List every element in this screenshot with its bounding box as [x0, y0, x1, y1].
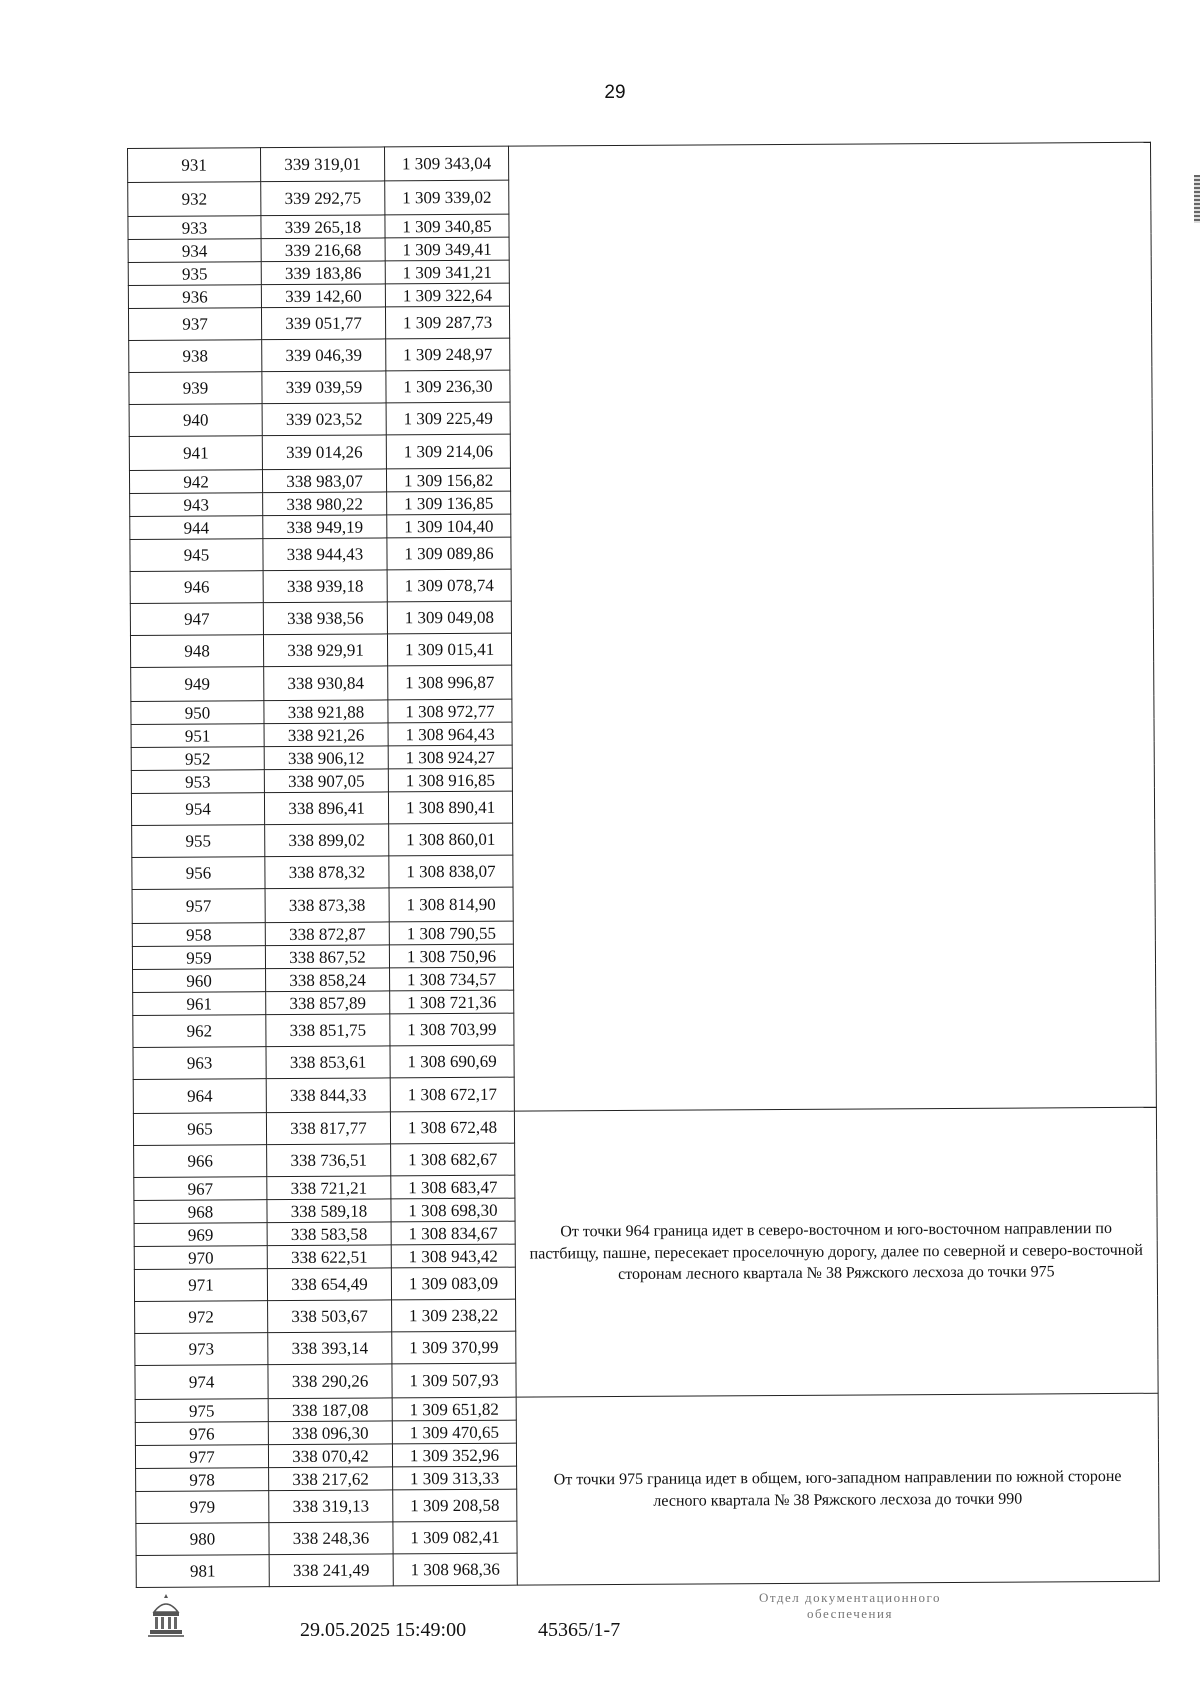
- x-coordinate-cell: 339 039,59: [262, 371, 386, 404]
- point-number-cell: 937: [128, 308, 261, 341]
- y-coordinate-cell: 1 309 208,58: [393, 1489, 517, 1522]
- point-number-cell: 935: [128, 262, 261, 286]
- point-number-cell: 941: [129, 436, 262, 471]
- point-number-cell: 944: [130, 516, 263, 540]
- x-coordinate-cell: 339 023,52: [262, 403, 386, 436]
- y-coordinate-cell: 1 308 860,01: [389, 823, 513, 856]
- x-coordinate-cell: 338 583,58: [267, 1222, 391, 1246]
- y-coordinate-cell: 1 309 248,97: [386, 338, 510, 371]
- point-number-cell: 951: [131, 724, 264, 748]
- point-number-cell: 940: [129, 404, 262, 437]
- y-coordinate-cell: 1 309 049,08: [387, 601, 511, 634]
- y-coordinate-cell: 1 309 236,30: [386, 370, 510, 403]
- point-number-cell: 943: [130, 493, 263, 517]
- coordinates-table: [127, 142, 1160, 1588]
- y-coordinate-cell: 1 309 078,74: [387, 569, 511, 602]
- coordinates-sheet: [127, 142, 1158, 1581]
- point-number-cell: 933: [128, 216, 261, 240]
- point-number-cell: 936: [128, 285, 261, 309]
- point-number-cell: 965: [133, 1113, 266, 1146]
- y-coordinate-cell: 1 309 343,04: [384, 146, 508, 181]
- y-coordinate-cell: 1 309 083,09: [391, 1267, 515, 1300]
- y-coordinate-cell: 1 308 916,85: [388, 768, 512, 792]
- y-coordinate-cell: 1 308 814,90: [389, 887, 513, 922]
- x-coordinate-cell: 338 217,62: [269, 1467, 393, 1491]
- boundary-description-cell: [508, 142, 1156, 1111]
- point-number-cell: 981: [136, 1555, 269, 1588]
- y-coordinate-cell: 1 308 968,36: [393, 1553, 517, 1586]
- footer-datetime: 29.05.2025 15:49:00: [300, 1619, 467, 1641]
- x-coordinate-cell: 339 014,26: [262, 435, 386, 470]
- point-number-cell: 978: [136, 1468, 269, 1492]
- footer-document-code: 45365/1-7: [538, 1619, 621, 1641]
- boundary-description-cell: От точки 964 граница идет в северо-восточном и юго-восточном направлении по пастбищу, пашне, пересекает проселочную дорогу, далее по северной и северо-восточной сторонам лесного квартала № 38 Ряжского лесхоза до точки 975: [514, 1107, 1158, 1397]
- point-number-cell: 972: [135, 1301, 268, 1334]
- point-number-cell: 979: [136, 1491, 269, 1524]
- point-number-cell: 931: [128, 148, 261, 183]
- y-coordinate-cell: 1 308 838,07: [389, 855, 513, 888]
- point-number-cell: 964: [133, 1079, 266, 1114]
- point-number-cell: 963: [133, 1047, 266, 1080]
- table-row: [135, 1393, 1158, 1422]
- point-number-cell: 977: [135, 1445, 268, 1469]
- point-number-cell: 952: [131, 747, 264, 771]
- emblem-icon: [144, 1590, 188, 1640]
- point-number-cell: 970: [134, 1246, 267, 1270]
- x-coordinate-cell: 338 817,77: [266, 1112, 390, 1145]
- x-coordinate-cell: 338 878,32: [265, 856, 389, 889]
- table-row: [133, 1107, 1156, 1145]
- y-coordinate-cell: 1 309 340,85: [385, 214, 509, 238]
- point-number-cell: 948: [130, 635, 263, 668]
- x-coordinate-cell: 338 867,52: [265, 945, 389, 969]
- x-coordinate-cell: 338 899,02: [265, 824, 389, 857]
- x-coordinate-cell: 338 939,18: [263, 570, 387, 603]
- x-coordinate-cell: 338 949,19: [263, 515, 387, 539]
- x-coordinate-cell: 338 929,91: [263, 634, 387, 667]
- page-number: 29: [604, 82, 626, 103]
- x-coordinate-cell: 339 046,39: [262, 339, 386, 372]
- point-number-cell: 974: [135, 1365, 268, 1400]
- y-coordinate-cell: 1 308 750,96: [389, 944, 513, 968]
- y-coordinate-cell: 1 308 682,67: [391, 1143, 515, 1176]
- y-coordinate-cell: 1 309 341,21: [385, 260, 509, 284]
- x-coordinate-cell: 338 187,08: [268, 1398, 392, 1422]
- y-coordinate-cell: 1 309 651,82: [392, 1397, 516, 1421]
- x-coordinate-cell: 339 051,77: [261, 307, 385, 340]
- y-coordinate-cell: 1 308 943,42: [391, 1244, 515, 1268]
- x-coordinate-cell: 338 858,24: [266, 968, 390, 992]
- point-number-cell: 960: [133, 969, 266, 993]
- y-coordinate-cell: 1 308 790,55: [389, 921, 513, 945]
- point-number-cell: 942: [129, 470, 262, 494]
- x-coordinate-cell: 338 393,14: [268, 1332, 392, 1365]
- point-number-cell: 956: [132, 857, 265, 890]
- y-coordinate-cell: 1 308 964,43: [388, 722, 512, 746]
- point-number-cell: 975: [135, 1399, 268, 1423]
- point-number-cell: 968: [134, 1200, 267, 1224]
- y-coordinate-cell: 1 309 313,33: [393, 1466, 517, 1490]
- point-number-cell: 939: [129, 372, 262, 405]
- point-number-cell: 955: [132, 825, 265, 858]
- x-coordinate-cell: 339 265,18: [261, 215, 385, 239]
- x-coordinate-cell: 338 654,49: [267, 1268, 391, 1301]
- y-coordinate-cell: 1 309 507,93: [392, 1363, 516, 1398]
- x-coordinate-cell: 338 503,67: [268, 1300, 392, 1333]
- point-number-cell: 954: [131, 793, 264, 826]
- point-number-cell: 959: [132, 946, 265, 970]
- y-coordinate-cell: 1 309 082,41: [393, 1521, 517, 1554]
- footer-stamp-line2: обеспечения: [807, 1606, 893, 1622]
- x-coordinate-cell: 339 319,01: [261, 147, 385, 182]
- y-coordinate-cell: 1 308 924,27: [388, 745, 512, 769]
- y-coordinate-cell: 1 309 225,49: [386, 402, 510, 435]
- table-row: [128, 142, 1151, 182]
- x-coordinate-cell: 338 851,75: [266, 1014, 390, 1047]
- y-coordinate-cell: 1 308 834,67: [391, 1221, 515, 1245]
- x-coordinate-cell: 338 907,05: [264, 769, 388, 793]
- x-coordinate-cell: 338 980,22: [263, 492, 387, 516]
- point-number-cell: 961: [133, 992, 266, 1016]
- y-coordinate-cell: 1 308 690,69: [390, 1045, 514, 1078]
- y-coordinate-cell: 1 309 349,41: [385, 237, 509, 261]
- x-coordinate-cell: 338 872,87: [265, 922, 389, 946]
- x-coordinate-cell: 338 930,84: [264, 666, 388, 701]
- y-coordinate-cell: 1 309 470,65: [392, 1420, 516, 1444]
- x-coordinate-cell: 338 896,41: [264, 792, 388, 825]
- x-coordinate-cell: 338 844,33: [266, 1078, 390, 1113]
- point-number-cell: 966: [134, 1145, 267, 1178]
- y-coordinate-cell: 1 309 104,40: [387, 514, 511, 538]
- x-coordinate-cell: 338 290,26: [268, 1364, 392, 1399]
- x-coordinate-cell: 339 183,86: [261, 261, 385, 285]
- x-coordinate-cell: 338 319,13: [269, 1490, 393, 1523]
- point-number-cell: 962: [133, 1015, 266, 1048]
- point-number-cell: 976: [135, 1422, 268, 1446]
- x-coordinate-cell: 338 853,61: [266, 1046, 390, 1079]
- boundary-description-cell: От точки 975 граница идет в общем, юго-западном направлении по южной стороне лесного квартала № 38 Ряжского лесхоза до точки 990: [516, 1393, 1159, 1585]
- point-number-cell: 938: [129, 340, 262, 373]
- point-number-cell: 973: [135, 1333, 268, 1366]
- point-number-cell: 958: [132, 923, 265, 947]
- point-number-cell: 953: [131, 770, 264, 794]
- y-coordinate-cell: 1 308 683,47: [391, 1175, 515, 1199]
- x-coordinate-cell: 339 292,75: [261, 181, 385, 216]
- footer-stamp-line1: Отдел документационного: [759, 1590, 941, 1605]
- y-coordinate-cell: 1 309 156,82: [386, 468, 510, 492]
- y-coordinate-cell: 1 309 136,85: [387, 491, 511, 515]
- x-coordinate-cell: 338 944,43: [263, 538, 387, 571]
- y-coordinate-cell: 1 309 238,22: [392, 1299, 516, 1332]
- y-coordinate-cell: 1 309 339,02: [385, 180, 509, 215]
- x-coordinate-cell: 338 906,12: [264, 746, 388, 770]
- point-number-cell: 950: [131, 701, 264, 725]
- point-number-cell: 957: [132, 889, 265, 924]
- y-coordinate-cell: 1 308 734,57: [390, 967, 514, 991]
- y-coordinate-cell: 1 308 996,87: [388, 665, 512, 700]
- scan-edge-mark: [1194, 175, 1200, 223]
- x-coordinate-cell: 338 622,51: [267, 1245, 391, 1269]
- point-number-cell: 947: [130, 603, 263, 636]
- x-coordinate-cell: 338 873,38: [265, 888, 389, 923]
- point-number-cell: 980: [136, 1523, 269, 1556]
- point-number-cell: 945: [130, 539, 263, 572]
- y-coordinate-cell: 1 308 698,30: [391, 1198, 515, 1222]
- y-coordinate-cell: 1 308 890,41: [388, 791, 512, 824]
- x-coordinate-cell: 338 241,49: [269, 1554, 393, 1587]
- point-number-cell: 969: [134, 1223, 267, 1247]
- point-number-cell: 946: [130, 571, 263, 604]
- x-coordinate-cell: 338 921,26: [264, 723, 388, 747]
- x-coordinate-cell: 338 857,89: [266, 991, 390, 1015]
- y-coordinate-cell: 1 308 703,99: [390, 1013, 514, 1046]
- y-coordinate-cell: 1 308 672,17: [390, 1077, 514, 1112]
- point-number-cell: 932: [128, 182, 261, 217]
- x-coordinate-cell: 338 589,18: [267, 1199, 391, 1223]
- y-coordinate-cell: 1 309 089,86: [387, 537, 511, 570]
- x-coordinate-cell: 338 248,36: [269, 1522, 393, 1555]
- y-coordinate-cell: 1 309 370,99: [392, 1331, 516, 1364]
- x-coordinate-cell: 338 096,30: [268, 1421, 392, 1445]
- y-coordinate-cell: 1 309 322,64: [385, 283, 509, 307]
- y-coordinate-cell: 1 309 352,96: [392, 1443, 516, 1467]
- x-coordinate-cell: 338 938,56: [263, 602, 387, 635]
- y-coordinate-cell: 1 309 214,06: [386, 434, 510, 469]
- x-coordinate-cell: 338 721,21: [267, 1176, 391, 1200]
- x-coordinate-cell: 338 921,88: [264, 700, 388, 724]
- y-coordinate-cell: 1 309 015,41: [387, 633, 511, 666]
- coordinates-table-body: [128, 142, 1160, 1587]
- footer-stamp: [700, 1590, 1000, 1623]
- x-coordinate-cell: 339 142,60: [261, 284, 385, 308]
- point-number-cell: 934: [128, 239, 261, 263]
- y-coordinate-cell: 1 309 287,73: [385, 306, 509, 339]
- y-coordinate-cell: 1 308 972,77: [388, 699, 512, 723]
- y-coordinate-cell: 1 308 721,36: [390, 990, 514, 1014]
- x-coordinate-cell: 339 216,68: [261, 238, 385, 262]
- x-coordinate-cell: 338 070,42: [268, 1444, 392, 1468]
- x-coordinate-cell: 338 983,07: [262, 469, 386, 493]
- x-coordinate-cell: 338 736,51: [267, 1144, 391, 1177]
- point-number-cell: 949: [131, 667, 264, 702]
- y-coordinate-cell: 1 308 672,48: [390, 1111, 514, 1144]
- point-number-cell: 967: [134, 1177, 267, 1201]
- point-number-cell: 971: [134, 1269, 267, 1302]
